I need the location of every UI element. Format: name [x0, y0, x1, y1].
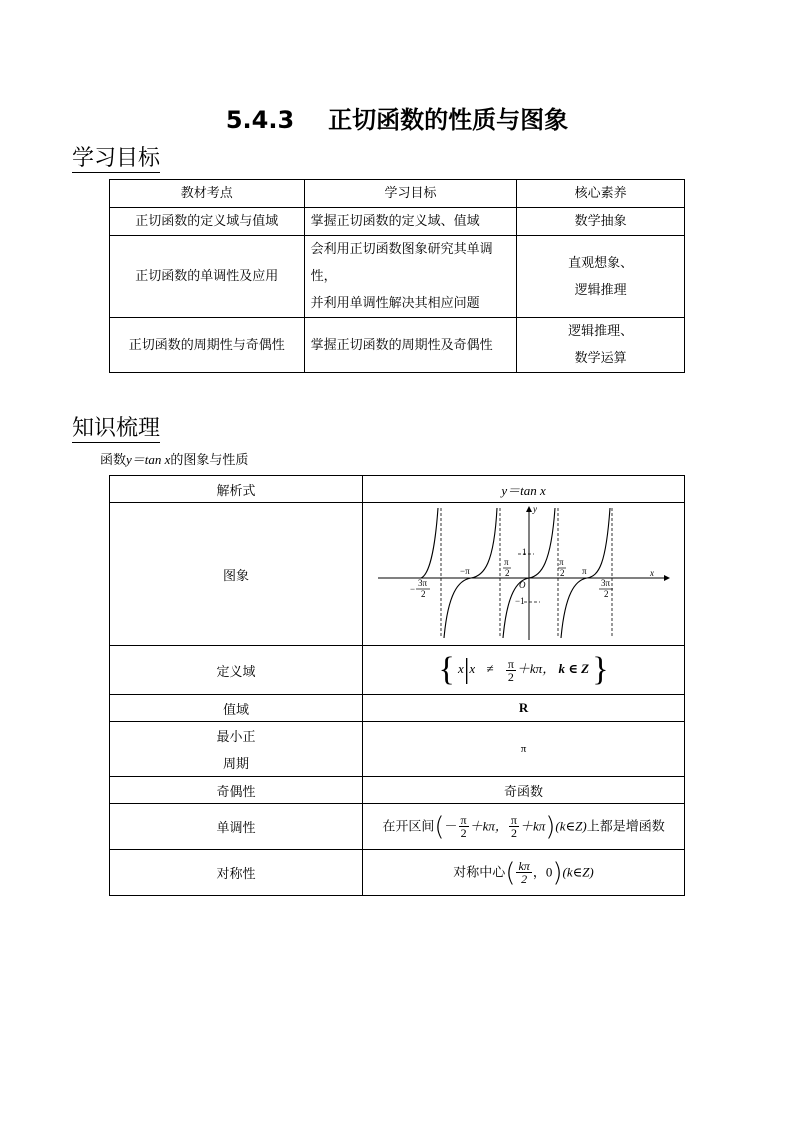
- neq: ≠: [486, 660, 494, 676]
- tick-three-half-pi-num: 3π: [600, 578, 610, 588]
- x-axis-label: x: [649, 568, 654, 578]
- bar: |: [463, 654, 470, 685]
- open-paren: (: [505, 857, 516, 888]
- tick-one: 1: [521, 547, 527, 557]
- label-formula: 解析式: [110, 476, 363, 503]
- open-brace: {: [438, 651, 455, 688]
- tick-neg-one: −1: [514, 596, 525, 606]
- sym-k-in: (k∈Z): [562, 864, 594, 879]
- tick-three-half-pi-den: 2: [603, 589, 609, 599]
- mono-plus-k: ＋kπ: [519, 818, 546, 833]
- graph-cell: [363, 503, 685, 646]
- value-period: π: [363, 722, 685, 777]
- table-row: [110, 476, 685, 503]
- tick-half-pi-den: 2: [559, 568, 565, 578]
- period-label-line: 最小正: [216, 730, 256, 745]
- value-range: R: [363, 695, 685, 722]
- y-axis-label: y: [532, 504, 537, 514]
- tick-neg-pi: −π: [459, 566, 470, 576]
- tan-branch: [444, 508, 497, 638]
- domain-var: x: [458, 660, 464, 676]
- cell-literacy: [517, 318, 685, 373]
- mono-plus-k: ＋kπ，: [469, 818, 508, 833]
- title-number: 5.4.3: [225, 106, 295, 134]
- section-heading-knowledge: 知识梳理: [72, 416, 161, 441]
- sym-prefix: 对称中心: [453, 865, 506, 880]
- table-row: [110, 318, 685, 373]
- domain-k-in: k ∈ Z: [558, 660, 590, 676]
- fraction: $\frac{\pi}{2}$: [510, 813, 517, 840]
- goals-table: [109, 179, 685, 373]
- value-symmetry: [363, 850, 685, 896]
- goal-line: 并利用单调性解决其相应问题: [310, 296, 480, 311]
- header-literacy: 核心素养: [517, 180, 685, 208]
- mono-suffix: 上都是增函数: [586, 819, 665, 834]
- tick-half-pi-num: π: [558, 557, 564, 567]
- tick-neg-half-pi-num: π: [503, 557, 509, 567]
- intro-prefix: 函数: [100, 453, 127, 468]
- cell-goal: [304, 236, 517, 318]
- intro-line: [100, 449, 248, 468]
- table-row: [110, 804, 685, 850]
- value-monotonic: [363, 804, 685, 850]
- label-graph: 图象: [110, 503, 363, 646]
- x-arrow-icon: [664, 575, 670, 581]
- properties-table: [109, 475, 685, 896]
- literacy-line: 逻辑推理: [574, 282, 627, 298]
- cell-topic: 正切函数的周期性与奇偶性: [110, 318, 305, 373]
- cell-topic: 正切函数的定义域与值域: [110, 208, 305, 236]
- cell-topic: 正切函数的单调性及应用: [110, 236, 305, 318]
- mono-k-in: (k∈Z): [555, 818, 587, 833]
- y-arrow-icon: [526, 506, 532, 512]
- page-title: [0, 100, 794, 135]
- table-row: [110, 503, 685, 646]
- tick-pi: π: [581, 566, 587, 576]
- origin-label: O: [518, 580, 526, 590]
- table-row: [110, 180, 685, 208]
- header-topic: 教材考点: [110, 180, 305, 208]
- tick-neg-half-pi-den: 2: [504, 568, 510, 578]
- fraction: $\frac{\pi}{2}$: [460, 813, 467, 840]
- tan-branch: [421, 508, 438, 578]
- label-domain: 定义域: [110, 646, 363, 695]
- value-formula: y＝tan x: [363, 476, 685, 503]
- intro-suffix: 的图象与性质: [170, 453, 249, 468]
- tick-neg-three-half-pi-den: 2: [420, 589, 426, 599]
- cell-goal: 掌握正切函数的周期性及奇偶性: [304, 318, 517, 373]
- domain-var: x: [469, 660, 476, 676]
- domain-plus: ＋kπ，: [516, 660, 556, 676]
- fraction: $\frac{k\pi}{2}$: [518, 859, 530, 886]
- header-goal: 学习目标: [304, 180, 517, 208]
- table-row: [110, 722, 685, 777]
- label-period: [110, 722, 363, 777]
- section-heading-goals: 学习目标: [72, 146, 161, 171]
- cell-literacy: 数学抽象: [517, 208, 685, 236]
- close-paren: ): [552, 857, 563, 888]
- sym-zero: ，0: [532, 864, 553, 879]
- label-parity: 奇偶性: [110, 777, 363, 804]
- open-paren: (: [434, 811, 445, 842]
- goal-line: 会利用正切函数图象研究其单调: [310, 242, 493, 257]
- tan-graph: [374, 504, 674, 644]
- close-brace: }: [592, 651, 609, 688]
- tick-neg-three-half-pi-num: 3π: [417, 578, 427, 588]
- table-row: [110, 646, 685, 695]
- fraction: $\frac{\pi}{2}$: [507, 656, 514, 684]
- cell-goal: 掌握正切函数的定义域、值域: [304, 208, 517, 236]
- intro-formula: y＝tan x: [126, 452, 171, 467]
- literacy-line: 直观想象、: [568, 255, 634, 271]
- period-label-line: 周期: [223, 757, 250, 772]
- title-text: 正切函数的性质与图象: [328, 106, 569, 134]
- label-monotonic: 单调性: [110, 804, 363, 850]
- value-domain: [363, 646, 685, 695]
- literacy-line: 数学运算: [574, 351, 627, 366]
- table-row: [110, 777, 685, 804]
- table-row: [110, 236, 685, 318]
- mono-prefix: 在开区间: [382, 819, 435, 834]
- value-parity: 奇函数: [363, 777, 685, 804]
- cell-literacy: [517, 236, 685, 318]
- table-row: [110, 208, 685, 236]
- label-range: 值域: [110, 695, 363, 722]
- literacy-line: 逻辑推理、: [568, 324, 634, 339]
- table-row: [110, 850, 685, 896]
- label-symmetry: 对称性: [110, 850, 363, 896]
- goal-line: 性，: [310, 269, 337, 284]
- tick-neg-three-half-pi-sign: −: [409, 584, 415, 594]
- table-row: [110, 695, 685, 722]
- mono-minus: －: [444, 819, 458, 834]
- close-paren: ): [545, 811, 556, 842]
